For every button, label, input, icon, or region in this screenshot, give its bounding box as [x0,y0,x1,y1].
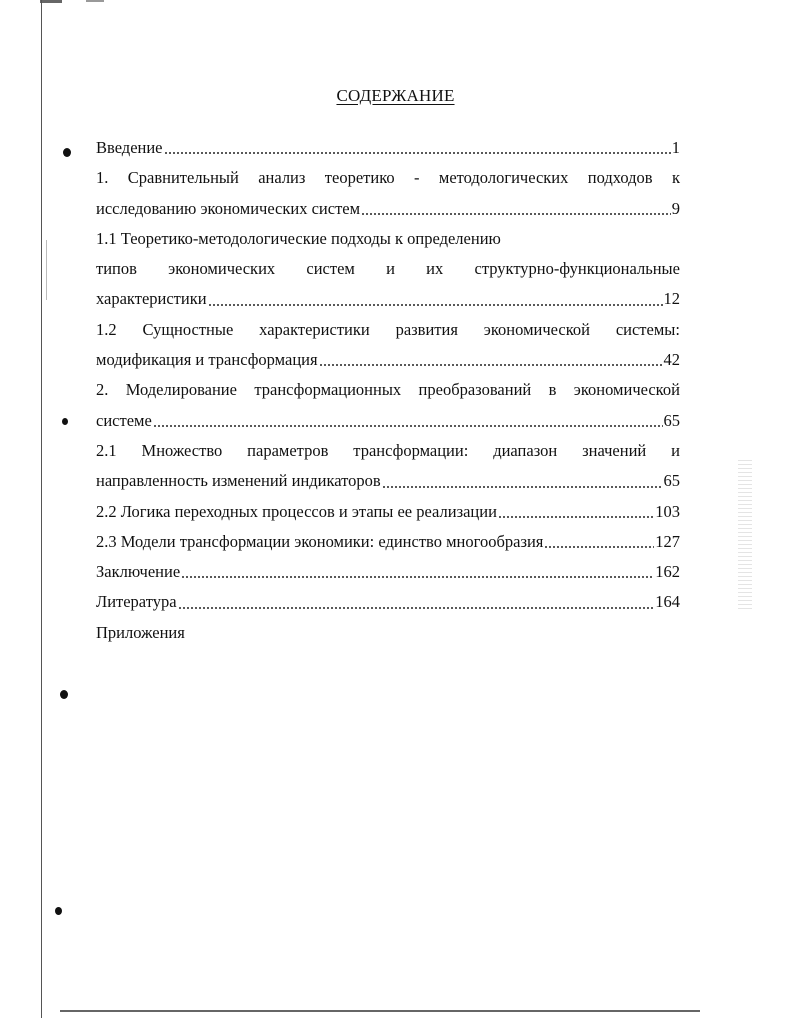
toc-entry-s12-line2: модификация и трансформация 42 [96,345,680,375]
toc-entry-ch1-line1: 1. Сравнительный анализ теоретико - методологических подходов к [96,168,680,188]
page-title: СОДЕРЖАНИЕ [336,86,455,105]
toc-entry-ch1-line2: исследованию экономических систем 9 [96,194,680,224]
toc-entry-s23: 2.3 Модели трансформации экономики: единство многообразия 127 [96,527,680,557]
scan-artifact [46,240,47,300]
punch-hole-mark [62,418,68,425]
toc-entry-intro: Введение 1 [96,133,680,163]
toc-entry-ch2-line1: 2. Моделирование трансформационных преобразований в экономической [96,380,680,400]
toc-entry-s21-line1: 2.1 Множество параметров трансформации: диапазон значений и [96,440,680,460]
table-of-contents [96,133,680,648]
toc-entry-conclusion: Заключение 162 [96,557,680,587]
punch-hole-mark [60,690,68,699]
scan-artifact [738,460,752,610]
toc-entry-literature: Литература 164 [96,587,680,617]
punch-hole-mark [63,148,71,157]
scan-artifact [40,0,62,3]
scan-bottom-line [60,1010,700,1012]
toc-entry-appendix: Приложения [96,622,185,642]
toc-entry-s22: 2.2 Логика переходных процессов и этапы ее реализации 103 [96,497,680,527]
scan-edge-line [41,0,42,1018]
toc-entry-s11-line2: типов экономических систем и их структурно-функциональные [96,259,680,279]
toc-entry-s21-line2: направленность изменений индикаторов 65 [96,466,680,496]
scan-artifact [86,0,104,2]
punch-hole-mark [55,907,62,915]
toc-entry-s12-line1: 1.2 Сущностные характеристики развития экономической системы: [96,319,680,339]
toc-entry-s11-line3: характеристики 12 [96,284,680,314]
toc-entry-ch2-line2: системе 65 [96,406,680,436]
toc-entry-s11-line1: 1.1 Теоретико-методологические подходы к определению [96,228,501,248]
